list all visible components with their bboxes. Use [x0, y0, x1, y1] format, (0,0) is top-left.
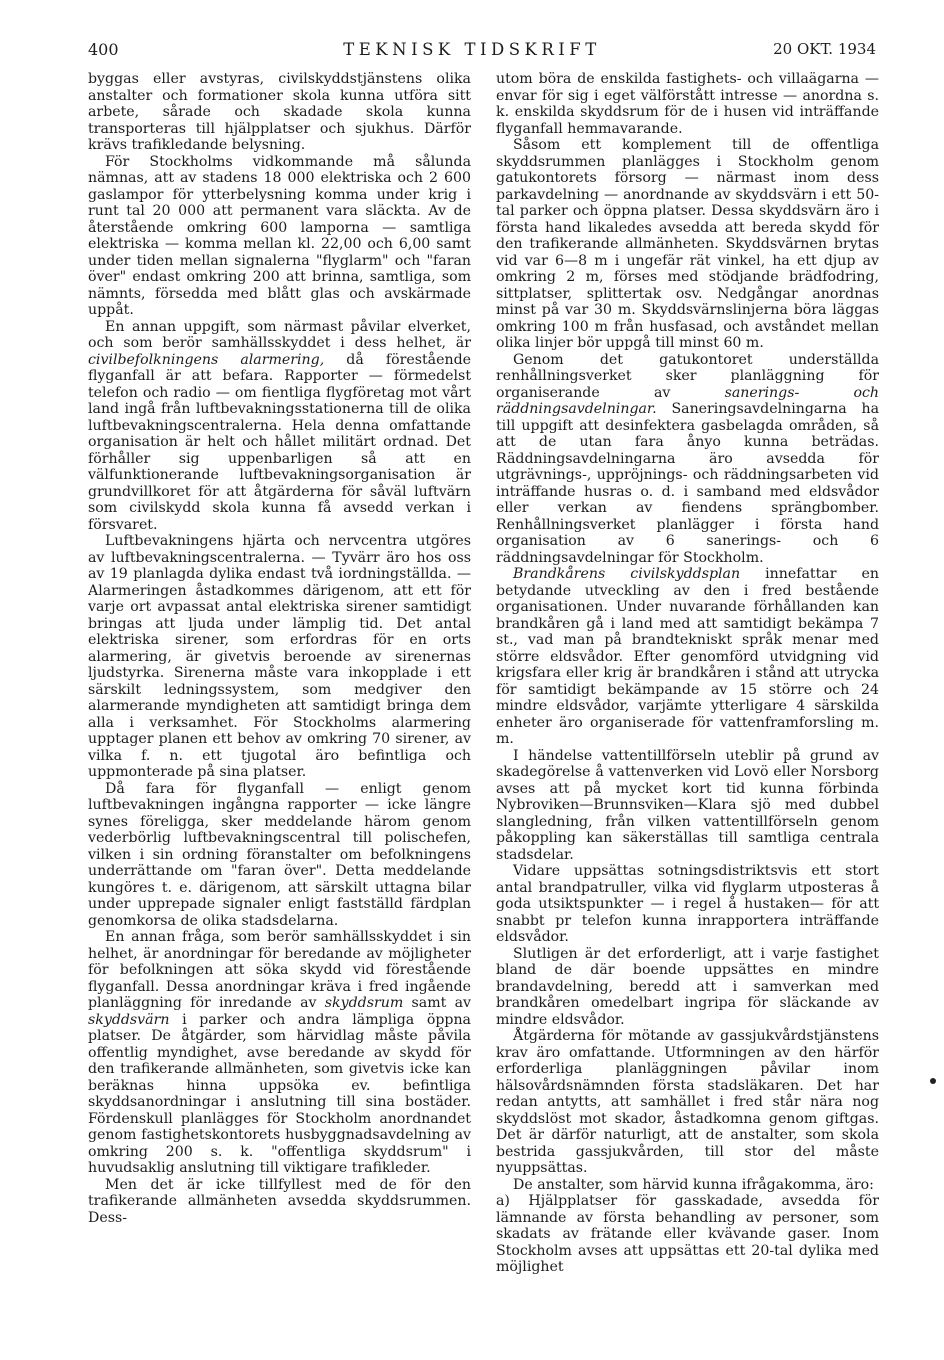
- page-number: 400: [88, 40, 119, 59]
- paragraph-text: Genom det gatukontoret underställda renhållningsverket sker planläggning för organiserande av: [496, 351, 879, 401]
- paragraph: [496, 352, 879, 567]
- emphasis: civilbefolkningens alarmering,: [88, 351, 325, 368]
- paragraph: För Stockholms vidkommande må sålunda nämnas, att av stadens 18 000 elektriska och 2 600 gaslampor för ytterbelysning komma under krig i runt tal 20 000 att permanent vara släckta. Av de återstående omkring 600 lamporna — samtliga elektriska — komma mellan kl. 22,00 och 6,00 samt under tiden mellan signalerna "flyglarm" och "faran över" endast omkring 200 att brinna, samtliga, som nämnts, försedda med blått glas och avskärmade uppåt.: [88, 153, 471, 318]
- paragraph-text: samt av: [403, 995, 471, 1011]
- paragraph: byggas eller avstyras, civilskyddstjänstens olika anstalter och formationer skola kunna utföra sitt arbete, sårade och skadade skola kunna transporteras till hjälpplatser och sjukhus. Därför krävs trafikledande belysning.: [88, 71, 471, 153]
- journal-title: TEKNISK TIDSKRIFT: [343, 40, 601, 59]
- paragraph: Såsom ett komplement till de offentliga skyddsrummen planlägges i Stockholm genom gatukontorets försorg — närmast inom dess parkavdelning — anordnande av skyddsvärn i ett 50-tal parker och öppna platser. Dessa skyddsvärn äro i första hand likaledes avsedda att bereda skydd för den trafikerande allmänheten. Skyddsvärnen brytas vid var 6—8 m i ungefär rät vinkel, ha ett djup av omkring 2 m, förses med stödjande brädfodring, sittplatser, splittertak osv. Nedgångar anordnas minst på var 30 m. Skyddsvärnslinjerna böra läggas omkring 100 m från husfasad, och avståndet mellan olika linjer bör uppgå till minst 60 m.: [496, 137, 879, 351]
- right-column: [496, 71, 879, 1276]
- paragraph: [88, 319, 471, 534]
- paragraph: Åtgärderna för mötande av gassjukvårdstjänstens krav äro omfattande. Utformningen av den härför erforderliga planläggningen påvilar inom hälsovårdsnämnden första stadsläkaren. Det har redan antytts, att samhället i fred står nära nog skyddslöst mot skador, åstadkomna genom giftgas. Det är därför naturligt, att de anstalter, som skola bestrida gassjukvården, till stor del måste nyuppsättas.: [496, 1028, 879, 1176]
- paragraph: Slutligen är det erforderligt, att i varje fastighet bland de där boende uppsättes en mindre brandavdelning, beredd att i samverkan med brandkåren omedelbart ingripa för släckande av mindre eldsvådor.: [496, 945, 879, 1028]
- paragraph: Luftbevakningens hjärta och nervcentra utgöres av luftbevakningscentralerna. — Tyvärr äro hos oss av 19 planlagda dylika endast två iordningställda. — Alarmeringen åstadkommes därigenom, att ett för varje ort avpassat antal elektriska sirener samtidigt bringas att ljuda under lämplig tid. Det antal elektriska sirener, som erfordras för en orts alarmering, är givetvis beroende av sirenernas ljudstyrka. Sirenerna måste vara inkopplade i ett särskilt ledningssystem, som medgiver den alarmerande myndigheten att samtidigt bringa dem alla i verksamhet. För Stockholms alarmering upptager planen ett behov av omkring 70 sirener, av vilka f. n. ett tjugotal äro befintliga och uppmonterade på sina platser.: [88, 533, 471, 780]
- paragraph-text: Saneringsavdelningarna ha till uppgift att desinfektera gasbelagda områden, så att de utan fara ånyo kunna beträdas. Räddningsavdelningarna äro avsedda för utgrävnings-, uppröjnings- och räddningsarbeten vid inträffande husras o. d. i samband med eldsvådor eller verkan av fiendens sprängbomber. Renhållningsverket planlägger i första hand organisation av 6 sanerings- och 6 räddningsavdelningar för Stockholm.: [496, 401, 879, 566]
- paragraph: [496, 566, 879, 748]
- paragraph: Vidare uppsättas sotningsdistriktsvis ett stort antal brandpatruller, vilka vid flyglarm utposteras å goda utsiktspunkter — i regel å hustaken— för att snabbt pr telefon kunna inrapportera inträffande eldsvådor.: [496, 863, 879, 945]
- scan-mark: [930, 1078, 936, 1084]
- emphasis: skyddsrum: [324, 995, 404, 1011]
- list-item: a) Hjälpplatser för gasskadade, avsedda för lämnande av första behandling av personer, som skadats av frätande eller kvävande gaser. Inom Stockholm avses att uppsättas ett 20-tal dylika med möjlighet: [496, 1193, 879, 1275]
- paragraph-text: En annan fråga, som berör samhällsskyddet i sin helhet, är anordningar för beredande av möjligheter för befolkningen att söka skydd vid förestående flyganfall. Dessa anordningar kräva i fred ingående planläggning för inredande av: [88, 929, 471, 1011]
- paragraph: I händelse vattentillförseln uteblir på grund av skadegörelse å vattenverken vid Lovö eller Norsborg avses att på mycket kort tid kunna förbinda Nybroviken—Brunnsviken—Klara sjö med dubbel slangledning, från vilken vattentillförseln genom påkoppling kan säkerställas till samtliga centrala stadsdelar.: [496, 747, 879, 863]
- paragraph: Då fara för flyganfall — enligt genom luftbevakningen ingångna rapporter — icke längre synes föreligga, sker meddelande härom genom vederbörlig luftbevakningscentral till polischefen, vilken i sin ordning föranstalter om befolkningens underrättande om "faran över". Detta meddelande kungöres t. e. därigenom, att särskilt uttagna bilar under upprepade signaler enligt fastställd färdplan genomkorsa de olika stadsdelarna.: [88, 780, 471, 929]
- paragraph: utom böra de enskilda fastighets- och villaägarna — envar för sig i eget välförstått intresse — anordna s. k. enskilda skyddsrum för de i husen vid inträffande flyganfall hemmavarande.: [496, 71, 879, 137]
- paragraph-text: i parker och andra lämpliga öppna platser. De åtgärder, som härvidlag måste påvila offentlig myndighet, avse beredande av skydd för den trafikerande allmänheten, som givetvis icke kan beräknas hinna uppsöka ev. befintliga skyddsanordningar i anslutning till sina bostäder. Fördenskull planlägges för Stockholm anordnandet genom fastighetskontorets husbyggnadsavdelning av omkring 200 s. k. "offentliga skyddsrum" i huvudsaklig anslutning till viktigare trafikleder.: [88, 1011, 471, 1176]
- paragraph-text: En annan uppgift, som närmast påvilar elverket, och som berör samhällsskyddet i dess helhet, är: [88, 318, 471, 351]
- paragraph-text: då förestående flyganfall är att befara. Rapporter — förmedelst telefon och radio — om fientliga flygföretag mot vårt land ingå från luftbevakningsstationerna till de olika luftbevakningscentralerna. Hela denna omfattande organisation är helt och hållet militärt ordnad. Det förhåller sig uppenbarligen så att en välfunktionerande luftbevakningsorganisation är grundvillkoret för att åtgärderna för såväl luftvärn som civilskydd skola kunna få avsedd verkan i försvaret.: [88, 351, 471, 533]
- paragraph: [88, 929, 471, 1177]
- issue-date: 20 OKT. 1934: [773, 40, 876, 58]
- emphasis: skyddsvärn: [88, 1011, 170, 1028]
- paragraph-text: innefattar en betydande utveckling av den i fred bestående organisationen. Under nuvarande förhållanden kan brandkåren gå i land med att samtidigt bekämpa 7 st., vad man på brandtekniskt språk menar med större eldsvådor. Efter genomförd utvidgning vid krigsfara eller krig är brandkåren i stånd att utrycka för samtidigt bekämpande av 15 större och 24 mindre eldsvådor, varjämte ytterligare 4 särskilda enheter äro organiserade för vattenframforsling m. m.: [496, 566, 879, 747]
- left-column: [88, 71, 471, 1226]
- paragraph: De anstalter, som härvid kunna ifrågakomma, äro:: [513, 1176, 874, 1193]
- emphasis: sanerings- och räddningsavdelningar.: [496, 384, 879, 417]
- paragraph: Men det är icke tillfyllest med de för den trafikerande allmänheten avsedda skyddsrummen. Dess-: [88, 1176, 471, 1226]
- emphasis: Brandkårens civilskyddsplan: [513, 566, 741, 582]
- page-header: [0, 40, 944, 64]
